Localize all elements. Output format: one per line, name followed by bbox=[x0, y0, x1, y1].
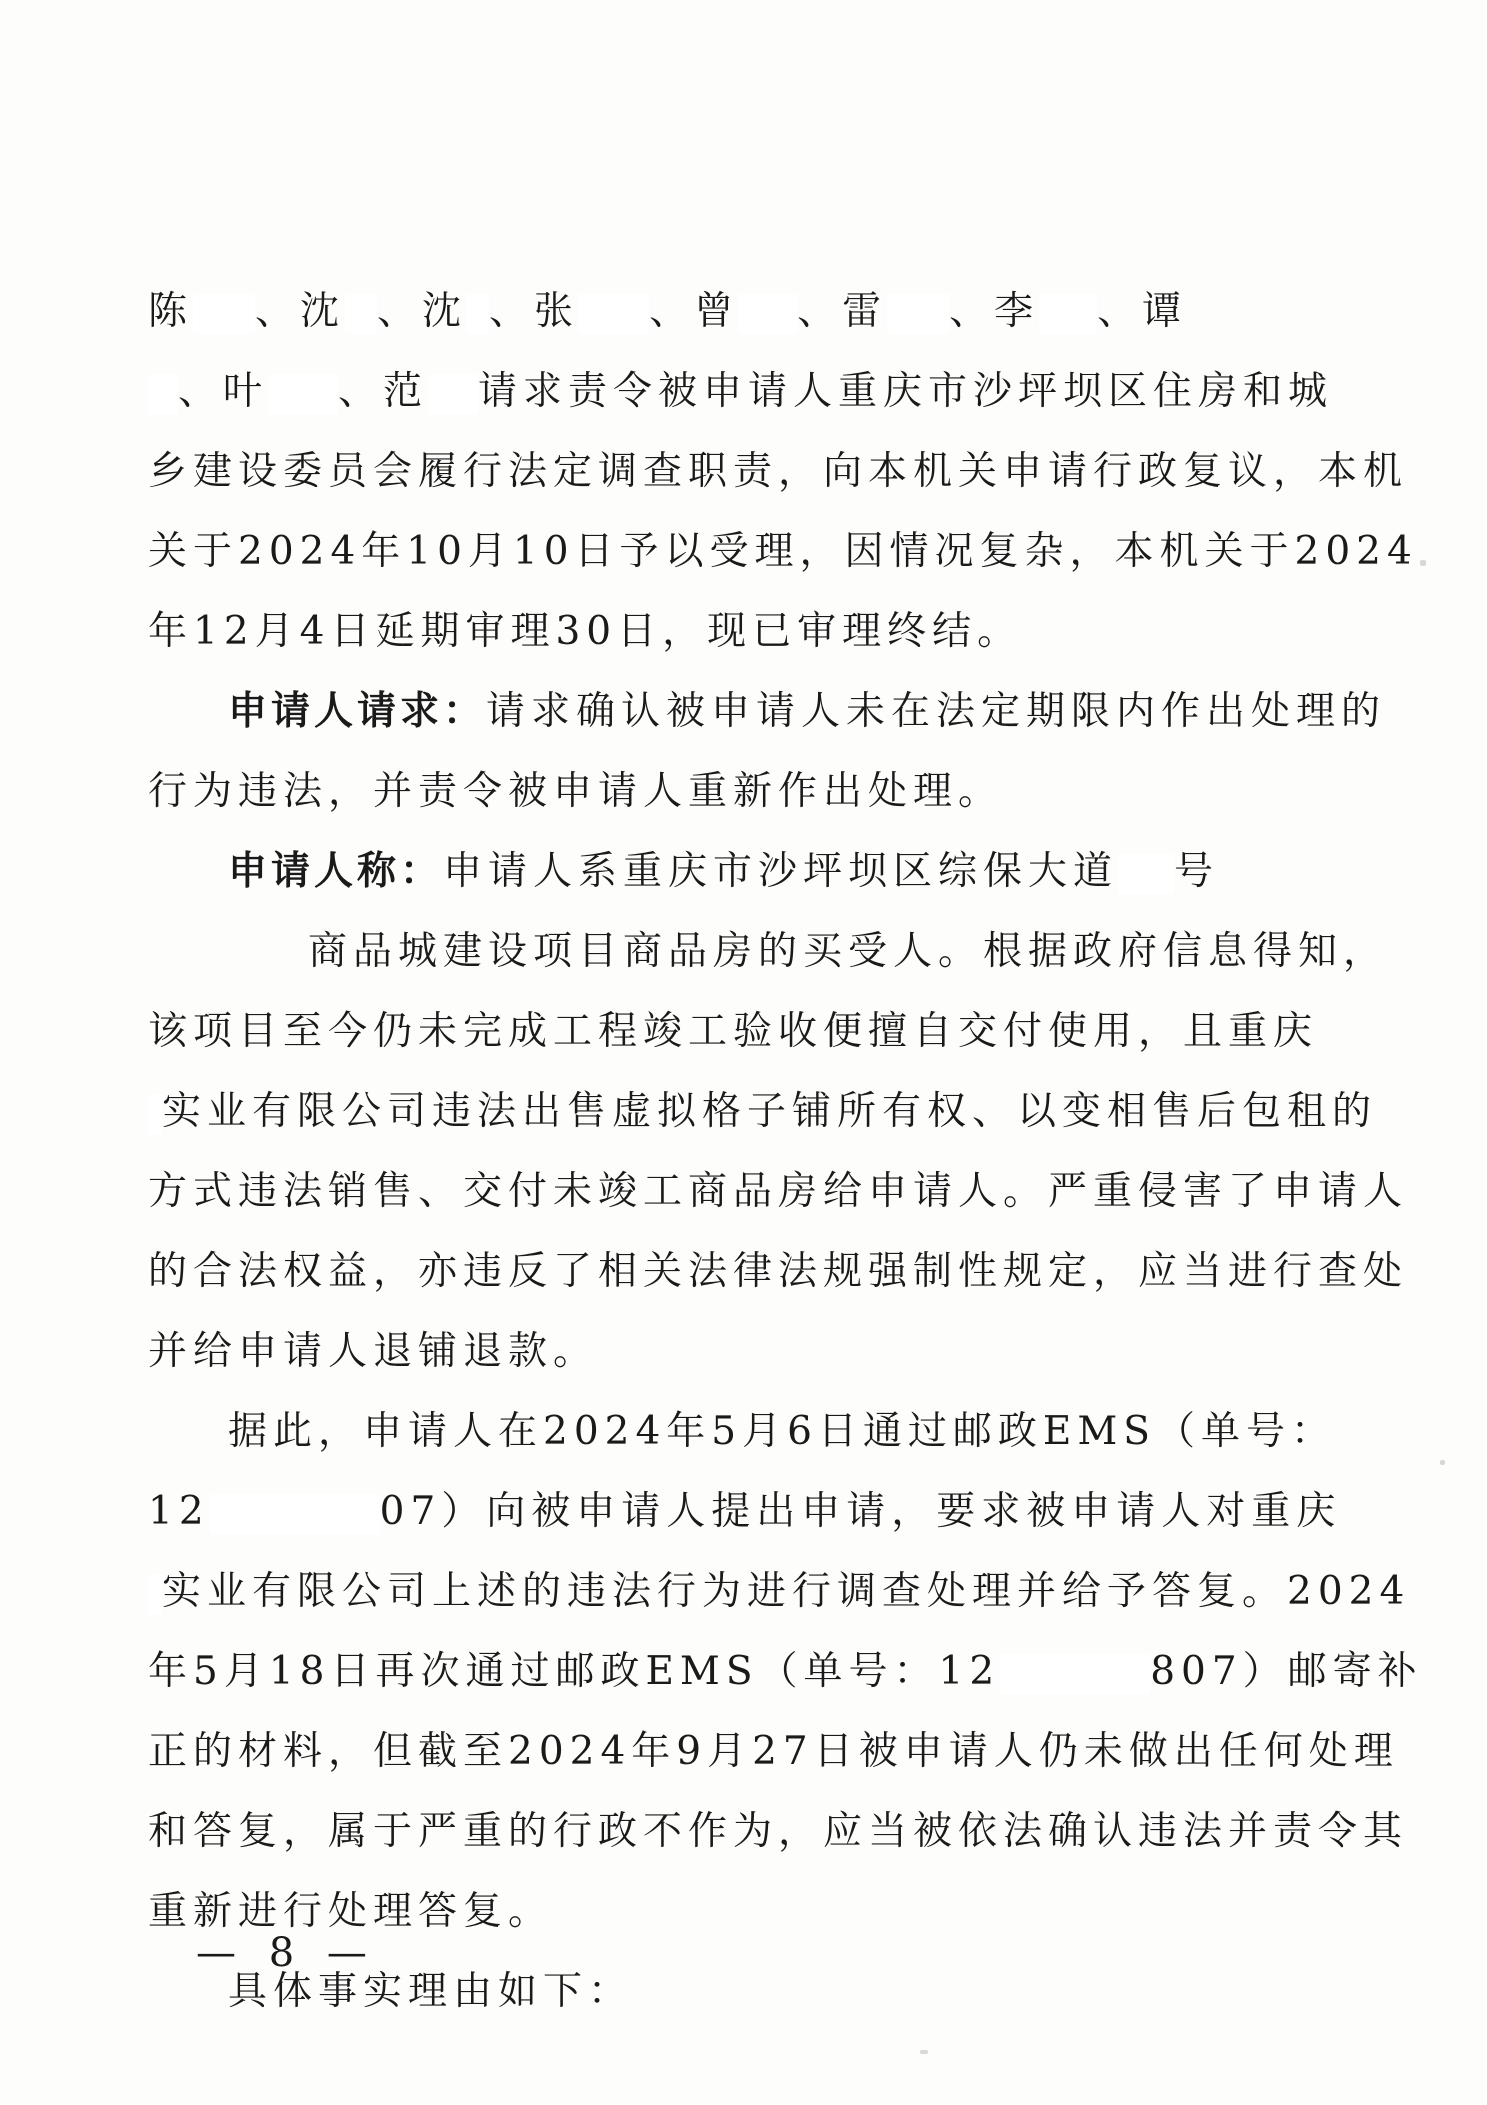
text-fragment: 实业有限公司违法出售虚拟格子铺所有权、以变相售后包租的 bbox=[162, 1089, 1378, 1134]
text-fragment: 实业有限公司上述的违法行为进行调查处理并给予答复。2024 bbox=[162, 1569, 1411, 1614]
redaction bbox=[1039, 294, 1097, 334]
text-line bbox=[148, 272, 1258, 352]
name-fragment: 陈 bbox=[148, 289, 194, 334]
document-body bbox=[148, 272, 1423, 2032]
name-fragment: 、谭 bbox=[1097, 289, 1188, 334]
redaction bbox=[887, 294, 949, 334]
text-line: 关于2024年10月10日予以受理，因情况复杂，本机关于2024 bbox=[148, 529, 1418, 574]
name-fragment: 、雷 bbox=[797, 289, 888, 334]
text-line: 并给申请人退铺退款。 bbox=[148, 1329, 599, 1374]
text-line bbox=[148, 832, 1258, 912]
redaction bbox=[579, 294, 649, 334]
name-fragment: 、张 bbox=[489, 289, 580, 334]
page-number: — 8 — bbox=[196, 1930, 377, 1976]
text-line: 的合法权益，亦违反了相关法律法规强制性规定，应当进行查处 bbox=[148, 1249, 1409, 1294]
request-text: 请求确认被申请人未在法定期限内作出处理的 bbox=[486, 689, 1387, 734]
redaction bbox=[148, 374, 178, 414]
text-line: 乡建设委员会履行法定调查职责，向本机关申请行政复议，本机 bbox=[148, 449, 1409, 494]
text-line: 和答复，属于严重的行政不作为，应当被依法确认违法并责令其 bbox=[148, 1809, 1409, 1854]
scan-speck bbox=[920, 2050, 928, 2054]
name-fragment: 、曾 bbox=[649, 289, 740, 334]
text-fragment: 807）邮寄补 bbox=[1150, 1649, 1423, 1694]
name-fragment: 、叶 bbox=[178, 369, 269, 414]
redaction bbox=[1118, 854, 1174, 894]
scan-speck bbox=[1440, 1460, 1445, 1465]
text-line: 年12月4日延期审理30日，现已审理终结。 bbox=[148, 609, 1023, 654]
text-line: 据此，申请人在2024年5月6日通过邮政EMS（单号： bbox=[228, 1409, 1336, 1454]
text-line bbox=[148, 352, 1334, 432]
name-fragment: 、范 bbox=[338, 369, 429, 414]
redaction bbox=[467, 294, 489, 334]
text-line: 该项目至今仍未完成工程竣工验收便擅自交付使用，且重庆 bbox=[148, 1009, 1319, 1054]
text-line: 正的材料，但截至2024年9月27日被申请人仍未做出任何处理 bbox=[148, 1729, 1399, 1774]
claim-text: 号 bbox=[1174, 849, 1220, 894]
redaction bbox=[268, 374, 338, 414]
closing-line: 具体事实理由如下： bbox=[228, 1969, 634, 2014]
text-line bbox=[148, 1072, 1378, 1152]
redaction bbox=[1000, 1654, 1150, 1694]
name-fragment: 、李 bbox=[949, 289, 1040, 334]
text-fragment: 12 bbox=[148, 1489, 210, 1534]
text-line: 商品城建设项目商品房的买受人。根据政府信息得知， bbox=[308, 929, 1389, 974]
redaction bbox=[148, 1094, 162, 1134]
text-line: 行为违法，并责令被申请人重新作出处理。 bbox=[148, 769, 1004, 814]
redaction bbox=[193, 294, 255, 334]
text-line: 方式违法销售、交付未竣工商品房给申请人。严重侵害了申请人 bbox=[148, 1169, 1409, 1214]
claim-label: 申请人称： bbox=[228, 849, 444, 894]
scan-speck bbox=[1420, 560, 1426, 566]
redaction bbox=[428, 374, 478, 414]
redaction bbox=[148, 1574, 162, 1614]
redaction bbox=[210, 1494, 380, 1534]
text-line bbox=[148, 672, 1387, 752]
text-fragment: 07）向被申请人提出申请，要求被申请人对重庆 bbox=[379, 1489, 1342, 1534]
text-line bbox=[148, 1632, 1423, 1712]
name-fragment: 、沈 bbox=[255, 289, 346, 334]
name-fragment: 、沈 bbox=[377, 289, 468, 334]
text-line bbox=[148, 1552, 1411, 1632]
text-line bbox=[148, 1472, 1342, 1552]
request-label: 申请人请求： bbox=[228, 689, 487, 734]
claim-text: 申请人系重庆市沙坪坝区综保大道 bbox=[443, 849, 1119, 894]
text-fragment: 请求责令被申请人重庆市沙坪坝区住房和城 bbox=[478, 369, 1334, 414]
text-line: 重新进行处理答复。 bbox=[148, 1889, 554, 1934]
redaction bbox=[739, 294, 797, 334]
text-fragment: 年5月18日再次通过邮政EMS（单号：12 bbox=[148, 1649, 1001, 1694]
redaction bbox=[345, 294, 377, 334]
